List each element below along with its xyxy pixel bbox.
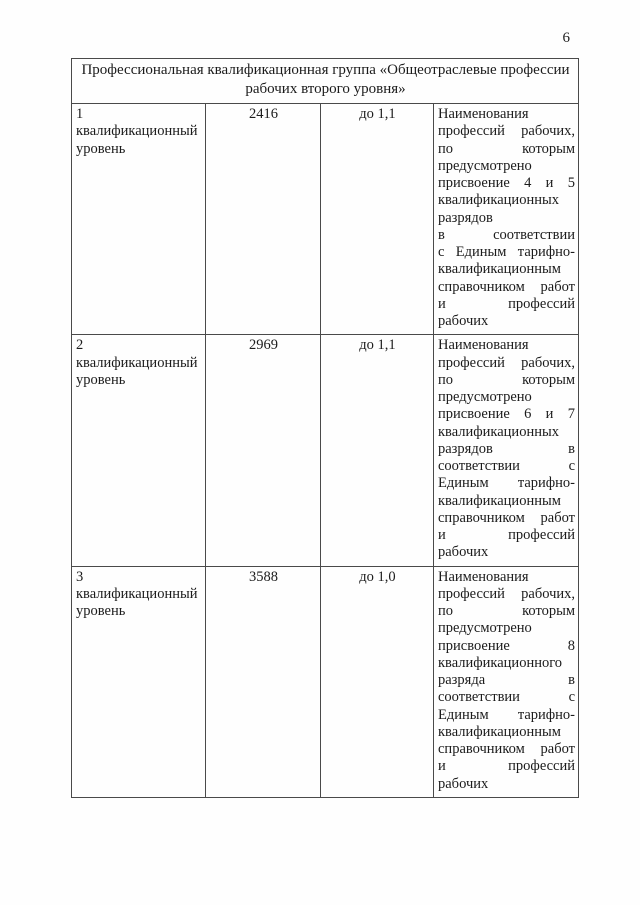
text-line: квалификационным [438,261,561,278]
page-number: 6 [562,30,570,46]
text-line: присвоение 6 и 7 [438,406,576,423]
text-line: присвоение 4 и 5 [438,175,576,191]
text-line: Наименования [438,106,529,122]
text-line: квалификационным [438,492,561,509]
description-cell [434,566,579,797]
text-line: и профессий [438,527,576,543]
qualification-table [71,58,579,798]
level-cell [72,335,206,566]
table-header-cell [72,59,579,104]
text-line: Наименования [438,337,529,354]
text-line: квалификационного [438,654,563,671]
text-line: справочником работ [438,509,576,526]
text-line: по которым [438,140,576,157]
description-cell [434,335,579,566]
text-line: профессий рабочих, [438,354,576,371]
text-line: 2 [76,337,84,354]
table-header-row [72,59,579,104]
table-row [72,104,579,335]
text-line: разрядов в [438,440,576,457]
text-line: по которым [438,603,576,619]
coefficient-cell: до 1,1 [321,335,434,566]
text-line: квалификационный [76,123,198,140]
text-line: рабочих [438,544,489,561]
text-line: Единым тарифно- [438,706,576,723]
text-line: квалификационный [76,354,198,371]
text-line: уровень [76,140,126,157]
text-line: в соответствии [438,226,576,243]
description-cell [434,104,579,335]
text-line: уровень [76,371,126,388]
text-line: 3 [76,568,84,585]
text-line: рабочих [438,775,489,792]
text-line: соответствии с [438,689,576,706]
table-row [72,566,579,797]
text-line: квалификационных [438,423,559,440]
text-line: профессий рабочих, [438,585,576,602]
text-line: разрядов [438,209,493,226]
salary-cell: 2416 [206,104,321,335]
text-line: Единым тарифно- [438,475,576,492]
coefficient-cell: до 1,0 [321,566,434,797]
text-line: предусмотрено [438,157,532,174]
salary-cell: 3588 [206,566,321,797]
text-line: и профессий [438,295,576,312]
text-line: Наименования [438,568,529,585]
text-line: предусмотрено [438,389,532,405]
text-line: рабочих второго уровня» [245,81,406,97]
text-line: профессий рабочих, [438,123,576,140]
text-line: 1 [76,106,84,122]
text-line: Профессиональная квалификационная группа «Общеотраслевые профессии [81,62,570,78]
coefficient-cell: до 1,1 [321,104,434,335]
level-cell [72,104,206,335]
text-line: предусмотрено [438,620,532,637]
text-line: разряда в [438,672,576,688]
text-line: уровень [76,603,126,619]
text-line: справочником работ [438,741,576,757]
text-line: с Единым тарифно- [438,244,576,260]
text-line: и профессий [438,758,576,775]
level-cell [72,566,206,797]
text-line: квалификационным [438,723,561,740]
text-line: квалификационный [76,585,198,602]
text-line: по которым [438,371,576,388]
salary-cell: 2969 [206,335,321,566]
text-line: соответствии с [438,458,576,474]
text-line: квалификационных [438,192,559,209]
table-row [72,335,579,566]
text-line: присвоение 8 [438,637,576,654]
text-line: рабочих [438,313,489,329]
text-line: справочником работ [438,278,576,295]
